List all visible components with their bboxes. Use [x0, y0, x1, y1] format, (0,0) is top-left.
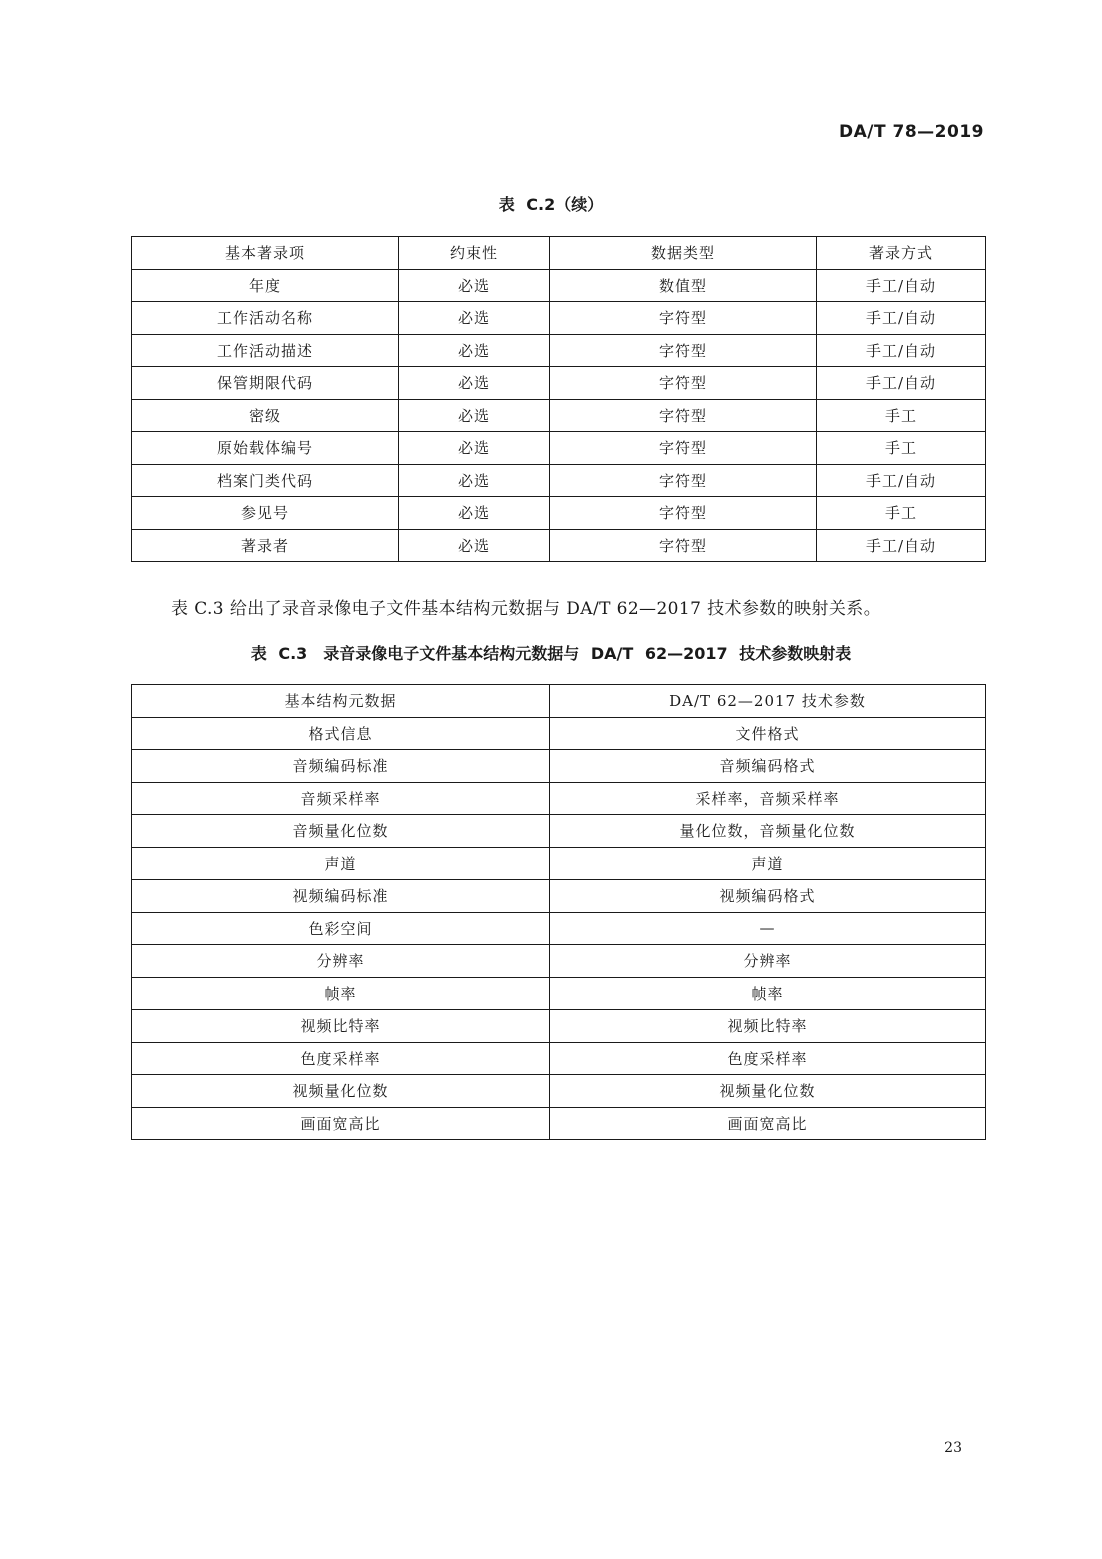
- table-cell: 档案门类代码: [132, 464, 399, 497]
- document-code: DA/T 78—2019: [839, 122, 984, 142]
- table-cell: 字符型: [550, 432, 817, 465]
- table-cell: 字符型: [550, 529, 817, 562]
- table-row: [132, 945, 986, 978]
- table-cell: 保管期限代码: [132, 367, 399, 400]
- table-cell: 手工/自动: [817, 334, 986, 367]
- table-cell: 音频量化位数: [132, 815, 550, 848]
- table-row: [132, 1107, 986, 1140]
- table-cell: 声道: [550, 847, 986, 880]
- table-row: [132, 815, 986, 848]
- table-cell: 字符型: [550, 367, 817, 400]
- table-cell: 手工: [817, 497, 986, 530]
- table-c2: [131, 236, 986, 562]
- table-row: [132, 782, 986, 815]
- table-cell: 视频编码标准: [132, 880, 550, 913]
- table-cell: 年度: [132, 269, 399, 302]
- table-row: [132, 1075, 986, 1108]
- table-cell: 字符型: [550, 497, 817, 530]
- table-cell: 手工/自动: [817, 529, 986, 562]
- table-row: [132, 1010, 986, 1043]
- column-header: 基本著录项: [132, 237, 399, 270]
- table-row: [132, 432, 986, 465]
- table-cell: 手工: [817, 399, 986, 432]
- column-header: 著录方式: [817, 237, 986, 270]
- table-cell: 必选: [399, 497, 550, 530]
- table-cell: 音频编码标准: [132, 750, 550, 783]
- table-cell: 字符型: [550, 302, 817, 335]
- table-cell: 文件格式: [550, 717, 986, 750]
- table-cell: 画面宽高比: [132, 1107, 550, 1140]
- table-cell: 著录者: [132, 529, 399, 562]
- table-cell: 必选: [399, 464, 550, 497]
- table-row: [132, 269, 986, 302]
- table-cell: 分辨率: [550, 945, 986, 978]
- table-cell: 采样率，音频采样率: [550, 782, 986, 815]
- table-cell: 工作活动描述: [132, 334, 399, 367]
- table-cell: 色彩空间: [132, 912, 550, 945]
- table-cell: 工作活动名称: [132, 302, 399, 335]
- table-cell: 字符型: [550, 464, 817, 497]
- table-c3: [131, 684, 986, 1140]
- table-row: [132, 912, 986, 945]
- table-cell: 视频编码格式: [550, 880, 986, 913]
- table-cell: 必选: [399, 367, 550, 400]
- table-row: [132, 334, 986, 367]
- table-row: [132, 399, 986, 432]
- table-row: [132, 367, 986, 400]
- table-cell: 视频量化位数: [132, 1075, 550, 1108]
- table-cell: 视频比特率: [550, 1010, 986, 1043]
- table-cell: 量化位数，音频量化位数: [550, 815, 986, 848]
- column-header: 数据类型: [550, 237, 817, 270]
- table-cell: 声道: [132, 847, 550, 880]
- table-cell: 音频编码格式: [550, 750, 986, 783]
- table-cell: 字符型: [550, 334, 817, 367]
- table-row: [132, 529, 986, 562]
- table-cell: 手工/自动: [817, 367, 986, 400]
- table-cell: 密级: [132, 399, 399, 432]
- table-row: [132, 717, 986, 750]
- page-number: 23: [944, 1440, 962, 1456]
- table-c3-caption: 表 C.3 录音录像电子文件基本结构元数据与 DA/T 62—2017 技术参数映射表: [250, 644, 852, 663]
- table-cell: 字符型: [550, 399, 817, 432]
- table-cell: 手工: [817, 432, 986, 465]
- table-cell: 手工/自动: [817, 269, 986, 302]
- table-row: [132, 464, 986, 497]
- column-header: DA/T 62—2017 技术参数: [550, 685, 986, 718]
- table-cell: 手工/自动: [817, 464, 986, 497]
- table-cell: 必选: [399, 399, 550, 432]
- table-cell: 必选: [399, 334, 550, 367]
- table-cell: 音频采样率: [132, 782, 550, 815]
- table-cell: 格式信息: [132, 717, 550, 750]
- table-cell: 必选: [399, 432, 550, 465]
- table-cell: 色度采样率: [550, 1042, 986, 1075]
- table-cell: 必选: [399, 302, 550, 335]
- table-row: [132, 497, 986, 530]
- table-row: [132, 750, 986, 783]
- table-cell: 数值型: [550, 269, 817, 302]
- table-cell: 画面宽高比: [550, 1107, 986, 1140]
- column-header: 约束性: [399, 237, 550, 270]
- table-cell: 色度采样率: [132, 1042, 550, 1075]
- table-cell: 必选: [399, 269, 550, 302]
- table-cell: 手工/自动: [817, 302, 986, 335]
- table-cell: 帧率: [132, 977, 550, 1010]
- table-row: [132, 302, 986, 335]
- table-cell: 原始载体编号: [132, 432, 399, 465]
- table-row: [132, 977, 986, 1010]
- table-cell: 视频量化位数: [550, 1075, 986, 1108]
- table-cell: 帧率: [550, 977, 986, 1010]
- table-cell: 必选: [399, 529, 550, 562]
- table-row: [132, 847, 986, 880]
- table-cell: —: [550, 912, 986, 945]
- table-c2-caption: 表 C.2（续）: [498, 195, 604, 214]
- table-c3-header-row: [132, 685, 986, 718]
- table-cell: 视频比特率: [132, 1010, 550, 1043]
- table-c2-header-row: [132, 237, 986, 270]
- body-paragraph: 表 C.3 给出了录音录像电子文件基本结构元数据与 DA/T 62—2017 技术参数的映射关系。: [171, 599, 882, 619]
- table-cell: 分辨率: [132, 945, 550, 978]
- column-header: 基本结构元数据: [132, 685, 550, 718]
- table-row: [132, 880, 986, 913]
- table-cell: 参见号: [132, 497, 399, 530]
- table-row: [132, 1042, 986, 1075]
